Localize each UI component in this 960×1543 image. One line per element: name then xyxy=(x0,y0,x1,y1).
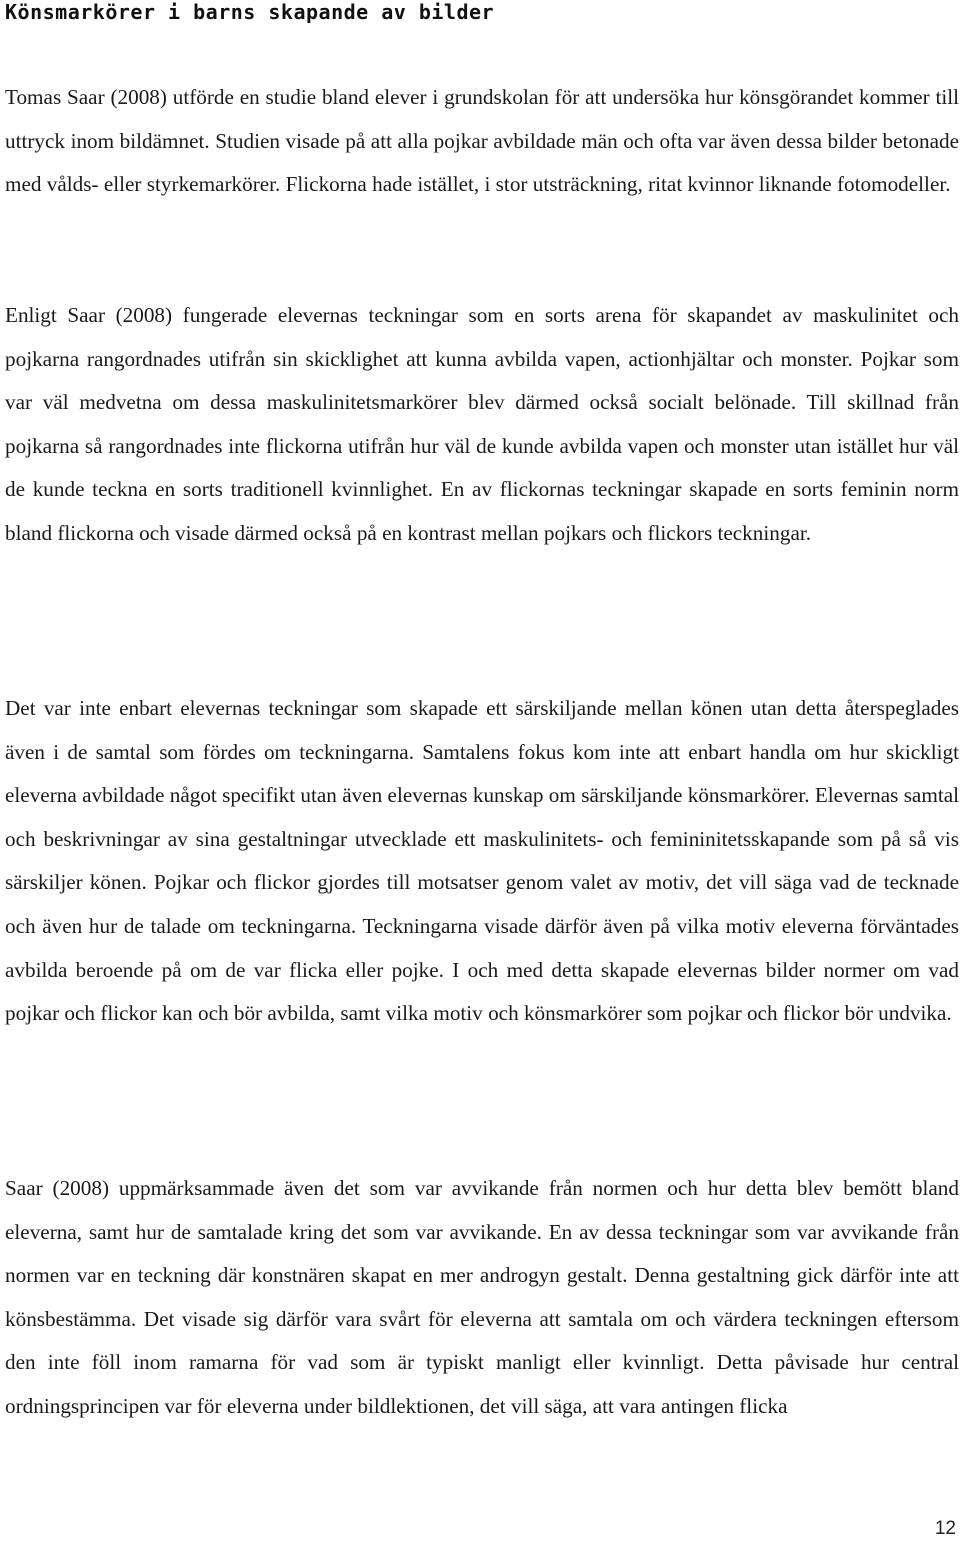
section-heading: Könsmarkörer i barns skapande av bilder xyxy=(5,0,495,24)
page-number: 12 xyxy=(934,1518,956,1539)
paragraph-2: Enligt Saar (2008) fungerade elevernas teckningar som en sorts arena för skapandet av maskulinitet och pojkarna rangordnades utifrån sin skicklighet att kunna avbilda vapen, actionhjältar och monster. Pojkar som var väl medvetna om dessa maskulinitetsmarkörer blev därmed också socialt belönade. Till skillnad från pojkarna så rangordnades inte flickorna utifrån hur väl de kunde avbilda vapen och monster utan istället hur väl de kunde teckna en sorts traditionell kvinnlighet. En av flickornas teckningar skapade en sorts feminin norm bland flickorna och visade därmed också på en kontrast mellan pojkars och flickors teckningar. xyxy=(5,303,959,545)
paragraph-3: Det var inte enbart elevernas teckningar som skapade ett särskiljande mellan könen utan detta återspeglades även i de samtal som fördes om teckningarna. Samtalens fokus kom inte att enbart handla om hur skickligt eleverna avbildade något specifikt utan även elevernas kunskap om särskiljande könsmarkörer. Elevernas samtal och beskrivningar av sina gestaltningar utvecklade ett maskulinitets- och femininitetsskapande som på så vis särskiljer könen. Pojkar och flickor gjordes till motsatser genom valet av motiv, det vill säga vad de tecknade och även hur de talade om teckningarna. Teckningarna visade därför även på vilka motiv eleverna förväntades avbilda beroende på om de var flicka eller pojke. I och med detta skapade elevernas bilder normer om vad pojkar och flickor kan och bör avbilda, samt vilka motiv och könsmarkörer som pojkar och flickor bör undvika. xyxy=(5,696,959,1026)
paragraph-1: Tomas Saar (2008) utförde en studie bland elever i grundskolan för att undersöka hur könsgörandet kommer till uttryck inom bildämnet. Studien visade på att alla pojkar avbildade män och ofta var även dessa bilder betonade med vålds- eller styrkemarkörer. Flickorna hade istället, i stor utsträckning, ritat kvinnor liknande fotomodeller. xyxy=(5,85,959,197)
paragraph-4: Saar (2008) uppmärksammade även det som var avvikande från normen och hur detta blev bemött bland eleverna, samt hur de samtalade kring det som var avvikande. En av dessa teckningar som var avvikande från normen var en teckning där konstnären skapat en mer androgyn gestalt. Denna gestaltning gick därför inte att könsbestämma. Det visade sig därför vara svårt för eleverna att samtala om och värdera teckningen eftersom den inte föll inom ramarna för vad som är typiskt manligt eller kvinnligt. Detta påvisade hur central ordningsprincipen var för eleverna under bildlektionen, det vill säga, att vara antingen flicka xyxy=(5,1176,959,1418)
